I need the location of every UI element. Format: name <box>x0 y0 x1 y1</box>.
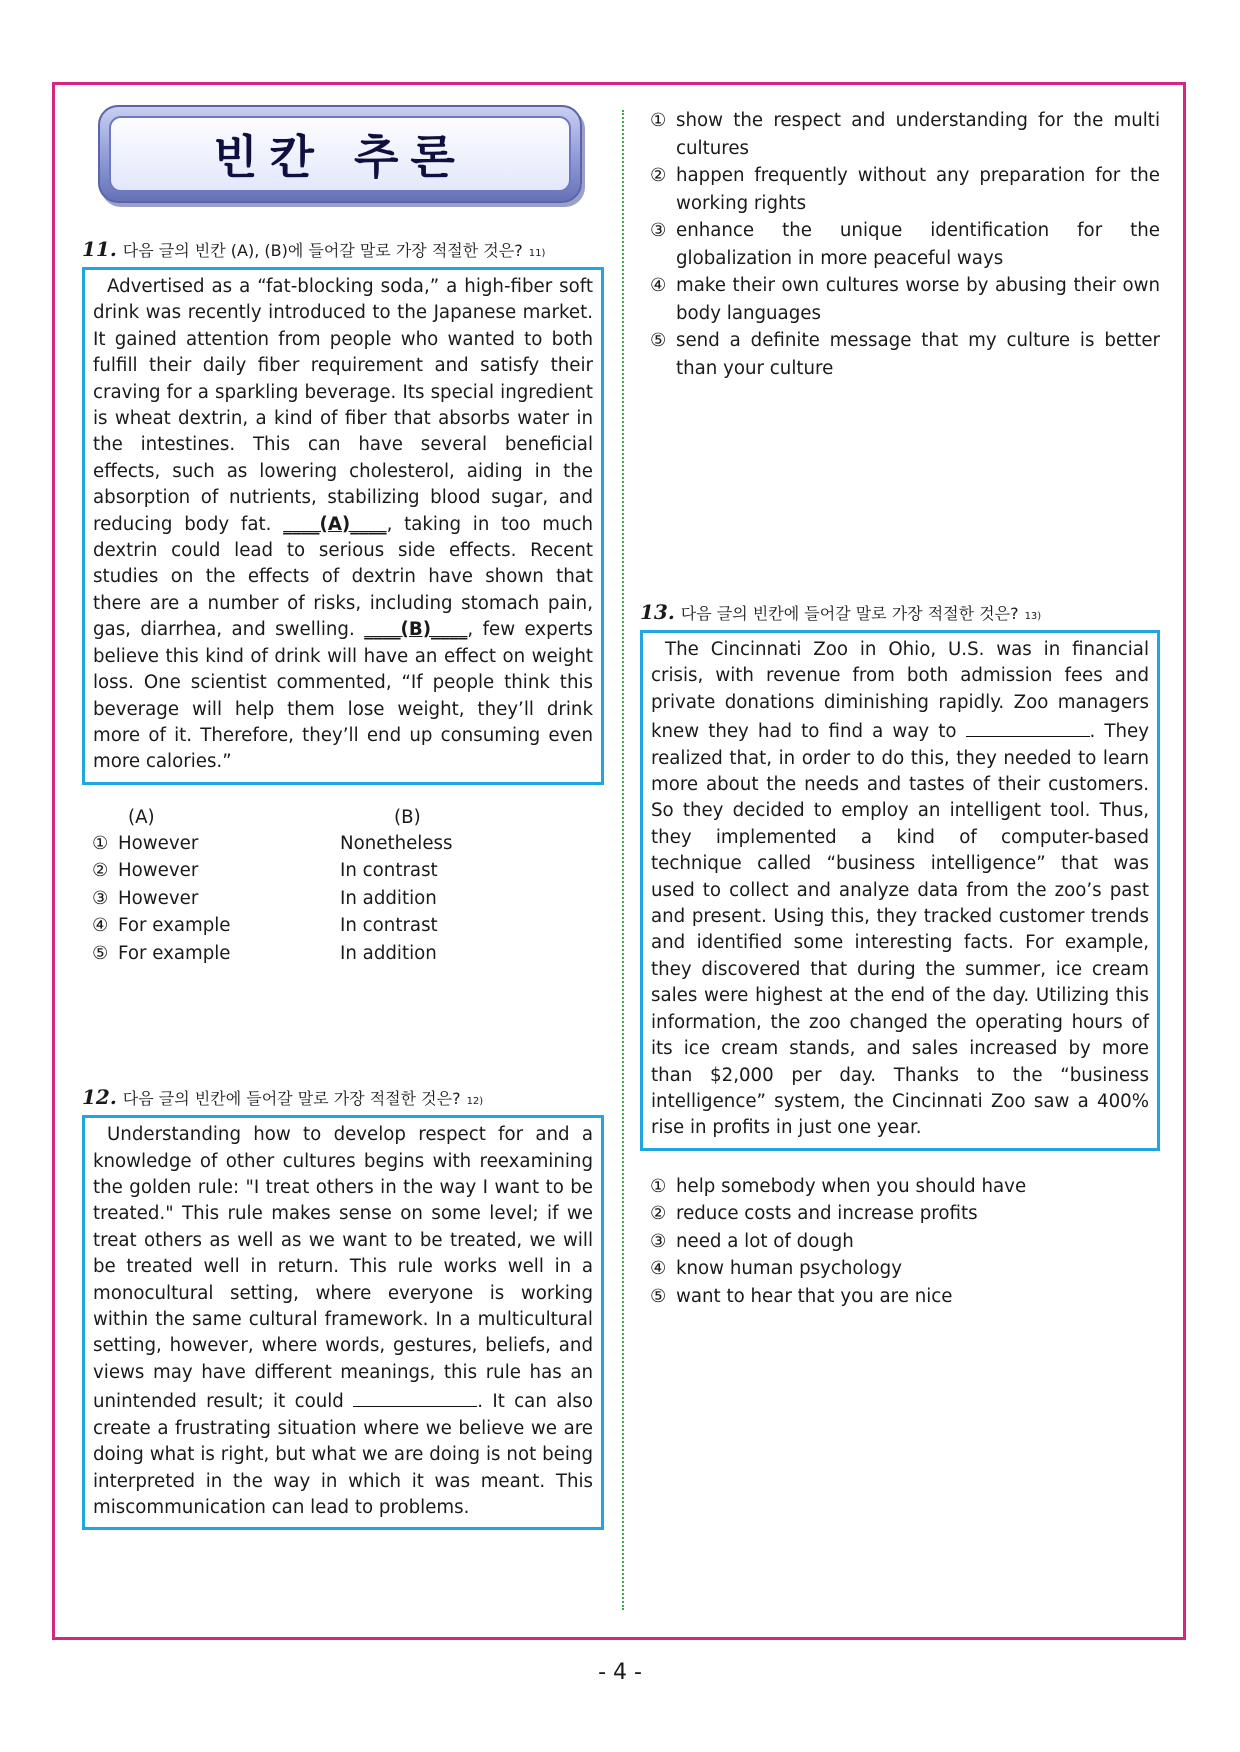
choice-2[interactable]: ② However In contrast <box>92 860 438 882</box>
question-prompt: 다음 글의 빈칸에 들어갈 말로 가장 적절한 것은? <box>680 604 1019 623</box>
question-prompt: 다음 글의 빈칸 (A), (B)에 들어갈 말로 가장 적절한 것은? <box>122 241 523 260</box>
passage-part-1: Advertised as a “fat-blocking soda,” a high-fiber soft drink was recently introduced to the Japanese market. It gained attention from people who wanted to both fulfill their daily fiber requirement and satisfy their craving for a sparkling beverage. Its special ingredient is wheat dextrin, a kind of fiber that absorbs water in the intestines. This can have several beneficial effects, such as lowering cholesterol, aiding in the absorption of nutrients, stabilizing blood sugar, and reducing body fat. <box>93 276 593 535</box>
question-13-choices <box>640 1173 1160 1311</box>
choice-1[interactable]: ① However Nonetheless <box>92 832 453 854</box>
choice-column-headers <box>82 807 604 828</box>
right-column <box>640 105 1160 1310</box>
question-11-header <box>82 237 604 261</box>
choice-4[interactable]: ④ For example In contrast <box>92 915 438 937</box>
question-12-passage <box>82 1115 604 1530</box>
passage-after-blank: . They realized that, in order to do this, they needed to learn more about the needs and tastes of their customers. So they decided to employ an intelligent tool. Thus, they implemented a kind of computer-based technique called “business intelligence” that was used to collect and analyze data from the zoo’s past and present. Using this, they tracked customer trends and identified some interesting facts. For example, they discovered that during the summer, ice cream sales were highest at the end of the day. Utilizing this information, the zoo changed the operating hours of its ice cream stands, and sales increased by more than $2,000 per day. Thanks to the “business intelligence” system, the Cincinnati Zoo saw a 400% rise in profits in just one year. <box>651 721 1149 1139</box>
question-number: 12. <box>82 1085 117 1110</box>
choice-5[interactable]: ⑤ want to hear that you are nice <box>650 1285 953 1307</box>
column-a-header: (A) <box>128 806 155 828</box>
choice-1[interactable]: ① show the respect and understanding for the multi cultures <box>650 110 1160 159</box>
choice-4[interactable]: ④ make their own cultures worse by abusing their own body languages <box>650 275 1160 324</box>
column-divider <box>622 110 624 1610</box>
question-number: 13. <box>640 600 675 624</box>
page-number: - 4 - <box>598 1660 642 1685</box>
question-12-choices <box>640 107 1160 382</box>
choice-3[interactable]: ③ need a lot of dough <box>650 1230 854 1252</box>
question-prompt: 다음 글의 빈칸에 들어갈 말로 가장 적절한 것은? <box>122 1089 461 1109</box>
passage-part-3: , few experts believe this kind of drink will have an effect on weight loss. One scientist commented, “If people think this beverage will help them lose weight, they’ll drink more of it. Therefore, they’ll end up consuming even more calories.” <box>93 619 593 773</box>
passage-before-blank: The Cincinnati Zoo in Ohio, U.S. was in financial crisis, with revenue from both admission fees and private donations diminishing rapidly. Zoo managers knew they had to find a way to <box>651 639 1149 743</box>
question-11-passage <box>82 267 604 785</box>
choice-1[interactable]: ① help somebody when you should have <box>650 1175 1027 1197</box>
answer-blank <box>966 716 1090 737</box>
passage-after-blank: . It can also create a frustrating situation where we believe we are doing what is right, but what we are doing is not being interpreted in the way in which it was meant. This miscommunication can lead to problems. <box>93 1391 594 1518</box>
answer-blank <box>353 1386 477 1407</box>
choice-5[interactable]: ⑤ For example In addition <box>92 942 437 964</box>
choice-4[interactable]: ④ know human psychology <box>650 1258 902 1280</box>
choice-2[interactable]: ② reduce costs and increase profits <box>650 1203 978 1225</box>
choice-5[interactable]: ⑤ send a definite message that my culture is better than your culture <box>650 330 1160 379</box>
question-number: 11. <box>82 237 117 261</box>
section-title: 빈칸 추론 <box>213 130 467 184</box>
passage-before-blank: Understanding how to develop respect for and a knowledge of other cultures begins with reexamining the golden rule: "I treat others in the way I want to be treated." This rule makes sense on some level; if we treat others as well as we want to be treated, we will be treated well in return. This rule works well in a monocultural setting, where everyone is working within the same cultural framework. In a multicultural setting, however, where words, gestures, beliefs, and views may have different meanings, this rule has an unintended result; it could <box>93 1124 593 1413</box>
left-column <box>82 105 604 1530</box>
choice-3[interactable]: ③ However In addition <box>92 887 437 909</box>
column-b-header: (B) <box>394 806 421 828</box>
footnote-mark: 11) <box>528 248 546 259</box>
blank-b: ____(B)____ <box>364 619 468 641</box>
footnote-mark: 13) <box>1024 611 1042 622</box>
blank-a: ____(A)____ <box>283 513 387 535</box>
passage-part-2: , taking in too much dextrin could lead to serious side effects. Recent studies on the effects of dextrin have shown that there are a number of risks, including stomach pain, gas, diarrhea, and swelling. <box>93 513 594 641</box>
question-11-choices <box>82 830 604 968</box>
section-title-badge <box>98 105 582 203</box>
question-12-header <box>82 1085 604 1109</box>
choice-2[interactable]: ② happen frequently without any preparation for the working rights <box>650 165 1160 214</box>
footnote-mark: 12) <box>466 1096 484 1108</box>
question-13-header <box>640 600 1160 624</box>
question-13-passage <box>640 630 1160 1151</box>
choice-3[interactable]: ③ enhance the unique identification for the globalization in more peaceful ways <box>650 220 1160 269</box>
